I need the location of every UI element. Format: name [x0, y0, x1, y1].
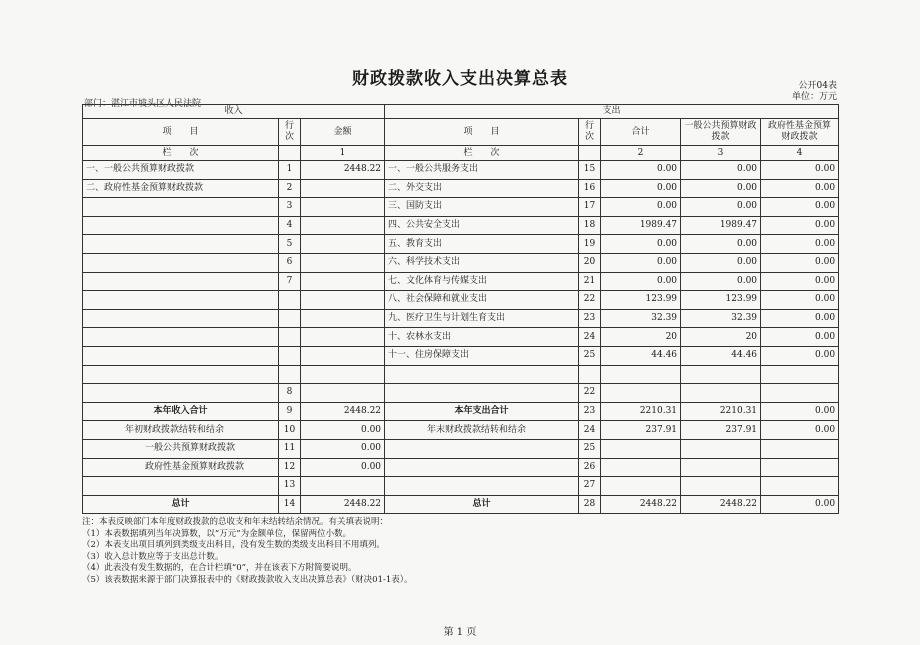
- income-item: [83, 384, 279, 403]
- expense-total: 1989.47: [601, 216, 681, 235]
- expense-gov-fund: 0.00: [761, 309, 839, 328]
- expense-row-no: 17: [579, 198, 601, 217]
- expense-item: 十、农林水支出: [385, 328, 579, 347]
- empty-cell: [279, 146, 301, 161]
- expense-total-header: 合计: [601, 119, 681, 146]
- table-row: [83, 495, 839, 514]
- expense-row-no: 28: [579, 495, 601, 514]
- expense-row-no: 25: [579, 439, 601, 458]
- income-amount: [301, 477, 385, 496]
- expense-gov-fund: 0.00: [761, 346, 839, 365]
- income-item: [83, 291, 279, 310]
- income-row-no: 7: [279, 272, 301, 291]
- expense-item: 二、外交支出: [385, 179, 579, 198]
- expense-general-budget: 123.99: [681, 291, 761, 310]
- col4-number: 4: [761, 146, 839, 161]
- expense-total: [601, 458, 681, 477]
- income-row-no: 12: [279, 458, 301, 477]
- expense-item: 年末财政拨款结转和结余: [385, 421, 579, 440]
- expense-gov-fund: 0.00: [761, 235, 839, 254]
- note-line: （2）本表支出项目填列到类级支出科目，没有发生数的类级支出科目不用填列。: [82, 540, 385, 551]
- expense-item: [385, 439, 579, 458]
- table-row: [83, 439, 839, 458]
- expense-row-no: [579, 365, 601, 384]
- income-row-no: [279, 365, 301, 384]
- expense-item: 一、一般公共服务支出: [385, 161, 579, 180]
- table-row: [83, 477, 839, 496]
- section-header-row: [83, 105, 839, 119]
- expense-general-budget: [681, 384, 761, 403]
- note-line: （1）本表数据填列当年决算数，以“万元”为金额单位，保留两位小数。: [82, 528, 352, 539]
- income-amount: [301, 216, 385, 235]
- income-item: 二、政府性基金预算财政拨款: [83, 179, 279, 198]
- table-row: [83, 179, 839, 198]
- income-row-no: 11: [279, 439, 301, 458]
- expense-item: [385, 458, 579, 477]
- expense-row-no-header: 行次: [579, 119, 601, 146]
- expense-general-budget: 0.00: [681, 272, 761, 291]
- expense-item: [385, 365, 579, 384]
- expense-total: [601, 384, 681, 403]
- summary-rows: [83, 402, 839, 514]
- expense-general-budget: 20: [681, 328, 761, 347]
- expense-gov-fund: [761, 365, 839, 384]
- unit-label: 单位：万元: [791, 92, 837, 102]
- income-amount: 2448.22: [301, 161, 385, 180]
- income-amount: 0.00: [301, 458, 385, 477]
- table-row: [83, 309, 839, 328]
- expense-row-no: 24: [579, 421, 601, 440]
- income-item: [83, 216, 279, 235]
- expense-general-budget: [681, 477, 761, 496]
- income-row-no: 5: [279, 235, 301, 254]
- expense-total: 20: [601, 328, 681, 347]
- table-row: [83, 365, 839, 384]
- table-row: [83, 216, 839, 235]
- detail-rows: [83, 161, 839, 403]
- expense-general-budget: [681, 458, 761, 477]
- expense-row-no: 23: [579, 309, 601, 328]
- expense-total: 2448.22: [601, 495, 681, 514]
- expense-general-budget: 1989.47: [681, 216, 761, 235]
- income-item: [83, 198, 279, 217]
- expense-gov-fund: 0.00: [761, 421, 839, 440]
- income-amount: [301, 346, 385, 365]
- table-row: [83, 198, 839, 217]
- income-item: [83, 235, 279, 254]
- expense-row-no: 15: [579, 161, 601, 180]
- expense-section-header: 支出: [385, 105, 839, 119]
- col1-number: 1: [301, 146, 385, 161]
- expense-row-no: 22: [579, 384, 601, 403]
- income-amount: 0.00: [301, 439, 385, 458]
- gov-fund-header: 政府性基金预算财政拨款: [761, 119, 839, 146]
- expense-row-no: 23: [579, 402, 601, 421]
- expense-total: 32.39: [601, 309, 681, 328]
- expense-row-no: 16: [579, 179, 601, 198]
- expense-column-label: 栏 次: [385, 146, 579, 161]
- income-amount: [301, 309, 385, 328]
- income-row-no: [279, 328, 301, 347]
- expense-row-no: 20: [579, 253, 601, 272]
- income-row-no: 13: [279, 477, 301, 496]
- expense-item-header: 项 目: [385, 119, 579, 146]
- income-item: [83, 328, 279, 347]
- expense-row-no: 27: [579, 477, 601, 496]
- income-item: 一、一般公共预算财政拨款: [83, 161, 279, 180]
- income-row-no: 4: [279, 216, 301, 235]
- expense-total: 123.99: [601, 291, 681, 310]
- expense-item: 本年支出合计: [385, 402, 579, 421]
- income-row-no: 8: [279, 384, 301, 403]
- expense-item: 九、医疗卫生与计划生育支出: [385, 309, 579, 328]
- page-number: 第 1 页: [443, 627, 477, 638]
- column-number-row: [83, 146, 839, 161]
- expense-gov-fund: 0.00: [761, 161, 839, 180]
- expense-row-no: 26: [579, 458, 601, 477]
- expense-total: 0.00: [601, 253, 681, 272]
- col2-number: 2: [601, 146, 681, 161]
- expense-total: [601, 477, 681, 496]
- expense-total: 0.00: [601, 235, 681, 254]
- income-amount: [301, 235, 385, 254]
- income-item: [83, 365, 279, 384]
- general-budget-header: 一般公共预算财政拨款: [681, 119, 761, 146]
- income-item: 年初财政拨款结转和结余: [83, 421, 279, 440]
- income-amount: 2448.22: [301, 495, 385, 514]
- note-line: （4）此表没有发生数据的，在合计栏填“0”，并在该表下方附简要说明。: [82, 563, 357, 574]
- form-code: 公开04表: [798, 81, 837, 91]
- income-column-label: 栏 次: [83, 146, 279, 161]
- note-line: （5）该表数据来源于部门决算报表中的《财政拨款收入支出决算总表》（财决01-1表）。: [82, 574, 413, 585]
- income-item: 一般公共预算财政拨款: [83, 439, 279, 458]
- expense-total: 0.00: [601, 179, 681, 198]
- table-row: [83, 235, 839, 254]
- table-row: [83, 291, 839, 310]
- expense-item: [385, 384, 579, 403]
- expense-gov-fund: [761, 477, 839, 496]
- note-line: （3）收入总计数应等于支出总计数。: [82, 551, 224, 562]
- expense-item: 七、文化体育与传媒支出: [385, 272, 579, 291]
- expense-general-budget: [681, 439, 761, 458]
- table-row: [83, 272, 839, 291]
- expense-general-budget: 2210.31: [681, 402, 761, 421]
- income-row-no: [279, 346, 301, 365]
- income-item: 总计: [83, 495, 279, 514]
- expense-gov-fund: 0.00: [761, 179, 839, 198]
- expense-item: 六、科学技术支出: [385, 253, 579, 272]
- expense-item: 三、国防支出: [385, 198, 579, 217]
- expense-general-budget: 0.00: [681, 161, 761, 180]
- income-amount: [301, 328, 385, 347]
- income-item: [83, 477, 279, 496]
- income-row-no: 1: [279, 161, 301, 180]
- income-amount: 2448.22: [301, 402, 385, 421]
- expense-general-budget: 32.39: [681, 309, 761, 328]
- income-row-no: [279, 291, 301, 310]
- income-row-no-header: 行次: [279, 119, 301, 146]
- expense-general-budget: 44.46: [681, 346, 761, 365]
- expense-total: [601, 439, 681, 458]
- expense-row-no: 25: [579, 346, 601, 365]
- income-amount: [301, 253, 385, 272]
- income-amount: [301, 365, 385, 384]
- income-amount: [301, 291, 385, 310]
- income-amount: [301, 179, 385, 198]
- income-row-no: 6: [279, 253, 301, 272]
- expense-gov-fund: 0.00: [761, 253, 839, 272]
- expense-item: 四、公共安全支出: [385, 216, 579, 235]
- income-item: [83, 253, 279, 272]
- table-row: [83, 328, 839, 347]
- table-row: [83, 458, 839, 477]
- income-row-no: 3: [279, 198, 301, 217]
- income-amount: [301, 198, 385, 217]
- expense-general-budget: 0.00: [681, 179, 761, 198]
- notes: [82, 517, 413, 587]
- income-amount: 0.00: [301, 421, 385, 440]
- expense-general-budget: 0.00: [681, 253, 761, 272]
- expense-item: 十一、住房保障支出: [385, 346, 579, 365]
- expense-row-no: 18: [579, 216, 601, 235]
- expense-general-budget: 0.00: [681, 235, 761, 254]
- expense-row-no: 21: [579, 272, 601, 291]
- income-item: 政府性基金预算财政拨款: [83, 458, 279, 477]
- income-row-no: 2: [279, 179, 301, 198]
- expense-item: 五、教育支出: [385, 235, 579, 254]
- income-row-no: 10: [279, 421, 301, 440]
- expense-row-no: 24: [579, 328, 601, 347]
- expense-total: 0.00: [601, 161, 681, 180]
- expense-general-budget: 237.91: [681, 421, 761, 440]
- expense-total: 44.46: [601, 346, 681, 365]
- department-label: 部门：湛江市坡头区人民法院: [84, 99, 202, 109]
- expense-gov-fund: 0.00: [761, 198, 839, 217]
- income-item: 本年收入合计: [83, 402, 279, 421]
- expense-total: 0.00: [601, 272, 681, 291]
- table-row: [83, 161, 839, 180]
- expense-item: 八、社会保障和就业支出: [385, 291, 579, 310]
- expense-general-budget: [681, 365, 761, 384]
- expense-general-budget: 0.00: [681, 198, 761, 217]
- expense-gov-fund: [761, 458, 839, 477]
- table-row: [83, 253, 839, 272]
- income-row-no: 9: [279, 402, 301, 421]
- income-amount-header: 金额: [301, 119, 385, 146]
- expense-gov-fund: 0.00: [761, 402, 839, 421]
- expense-total: 2210.31: [601, 402, 681, 421]
- income-item: [83, 346, 279, 365]
- table-row: [83, 421, 839, 440]
- income-item-header: 项 目: [83, 119, 279, 146]
- column-header-row: [83, 119, 839, 146]
- table-row: [83, 346, 839, 365]
- income-row-no: 14: [279, 495, 301, 514]
- expense-gov-fund: 0.00: [761, 495, 839, 514]
- expense-general-budget: 2448.22: [681, 495, 761, 514]
- income-amount: [301, 272, 385, 291]
- expense-gov-fund: 0.00: [761, 328, 839, 347]
- expense-row-no: 22: [579, 291, 601, 310]
- expense-item: 总计: [385, 495, 579, 514]
- income-section-header: 收入: [83, 105, 385, 119]
- expense-total: [601, 365, 681, 384]
- expense-gov-fund: 0.00: [761, 291, 839, 310]
- expense-total: 0.00: [601, 198, 681, 217]
- table-row: [83, 402, 839, 421]
- expense-item: [385, 477, 579, 496]
- budget-table: [82, 104, 839, 514]
- empty-cell: [579, 146, 601, 161]
- expense-gov-fund: [761, 384, 839, 403]
- income-amount: [301, 384, 385, 403]
- income-row-no: [279, 309, 301, 328]
- report-title: 财政拨款收入支出决算总表: [352, 69, 568, 89]
- expense-gov-fund: 0.00: [761, 216, 839, 235]
- income-item: [83, 272, 279, 291]
- col3-number: 3: [681, 146, 761, 161]
- note-line: 注：本表反映部门本年度财政拨款的总收支和年末结转结余情况。有关填表说明：: [82, 517, 389, 527]
- income-item: [83, 309, 279, 328]
- expense-total: 237.91: [601, 421, 681, 440]
- expense-row-no: 19: [579, 235, 601, 254]
- expense-gov-fund: 0.00: [761, 272, 839, 291]
- table-row: [83, 384, 839, 403]
- expense-gov-fund: [761, 439, 839, 458]
